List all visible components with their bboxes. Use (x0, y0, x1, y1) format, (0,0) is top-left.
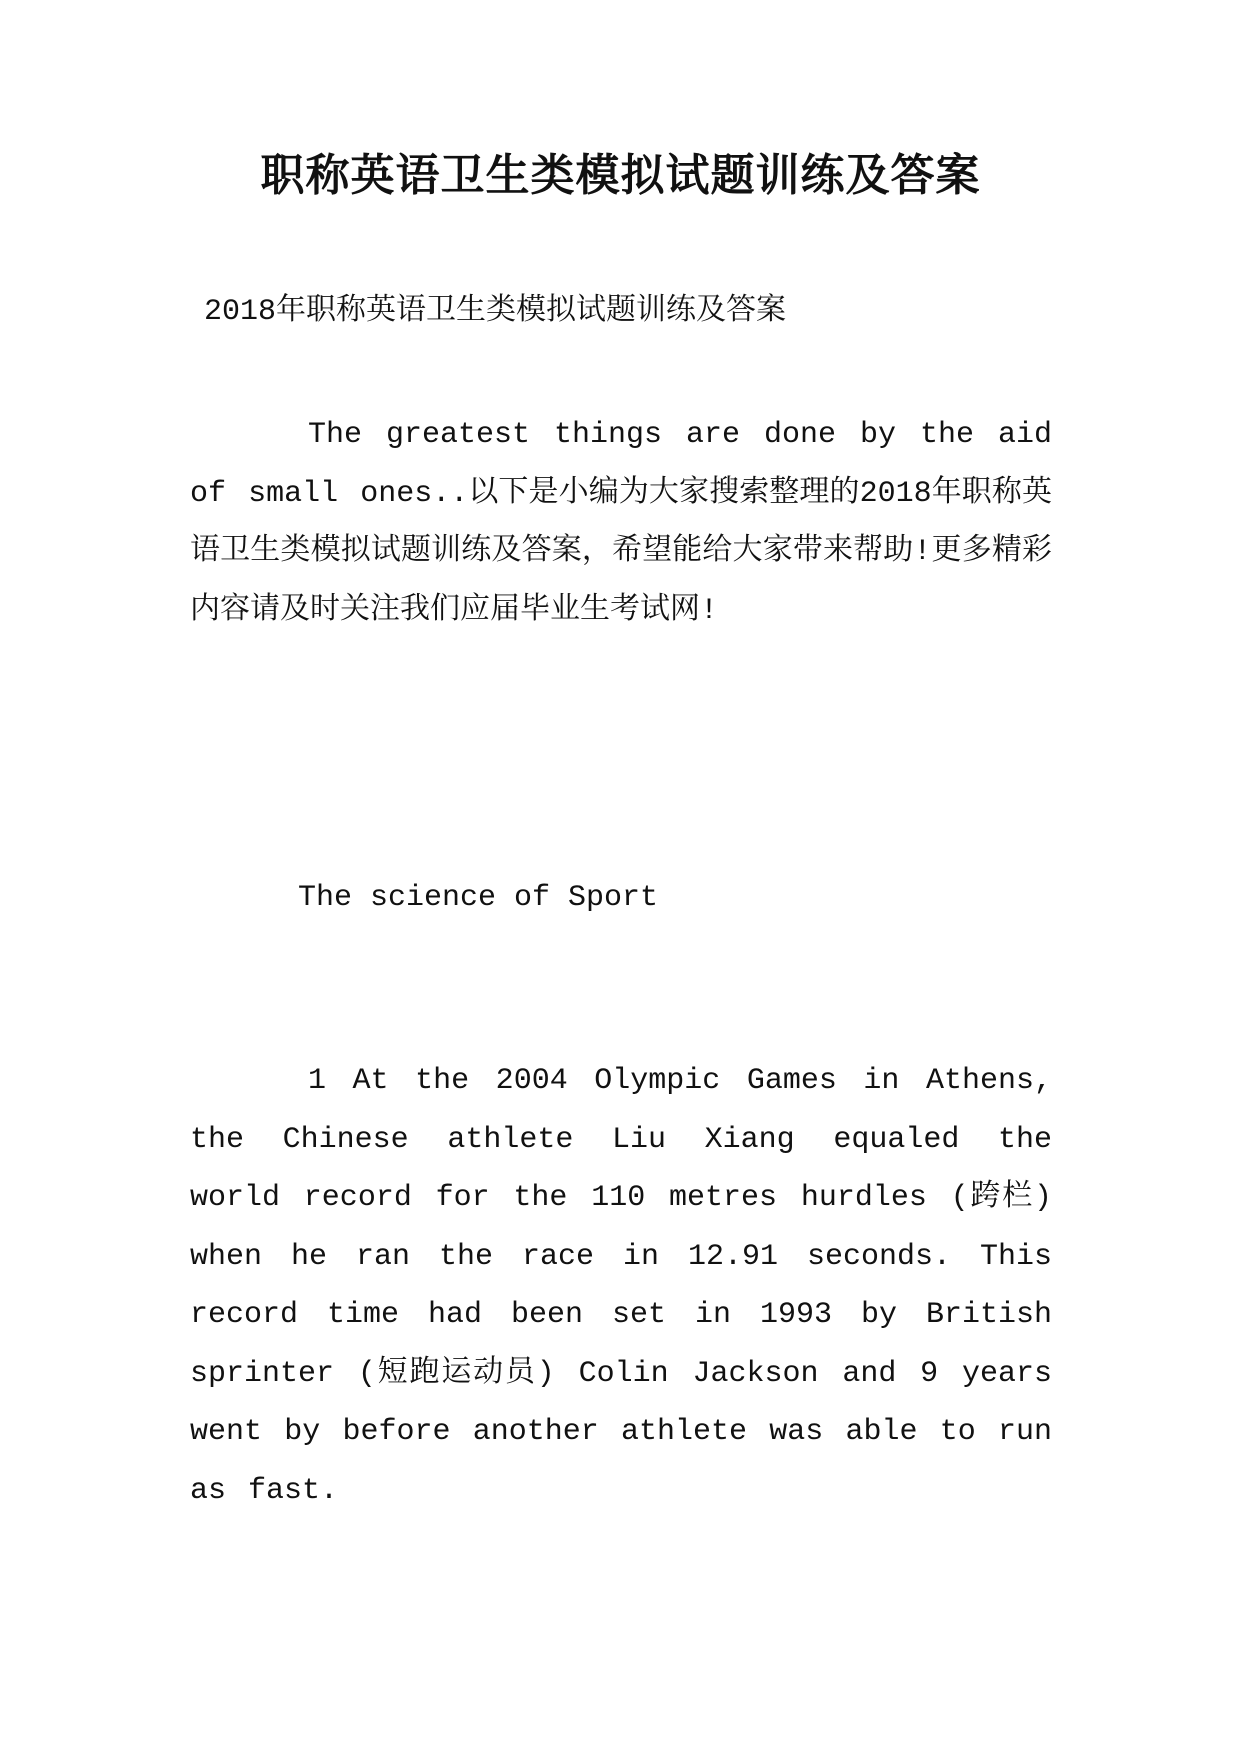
body-paragraph: 1 At the 2004 Olympic Games in Athens, the Chinese athlete Liu Xiang equaled the world record for the 110 metres hurdles (跨栏) when he ran the race in 12.91 seconds. This record time had been set in 1993 by British sprinter (短跑运动员) Colin Jackson and 9 years went by before another athlete was able to run as fast. (190, 1064, 1052, 1508)
document-title: 职称英语卫生类模拟试题训练及答案 (260, 150, 981, 201)
document-subtitle: 2018年职称英语卫生类模拟试题训练及答案 (204, 295, 787, 329)
section-heading: The science of Sport (298, 881, 659, 915)
intro-paragraph: The greatest things are done by the aid of small ones..以下是小编为大家搜索整理的2018年职称英语卫生类模拟试题训练及答案，希望能给大家带来帮助!更多精彩内容请及时关注我们应届毕业生考试网! (190, 418, 1052, 628)
